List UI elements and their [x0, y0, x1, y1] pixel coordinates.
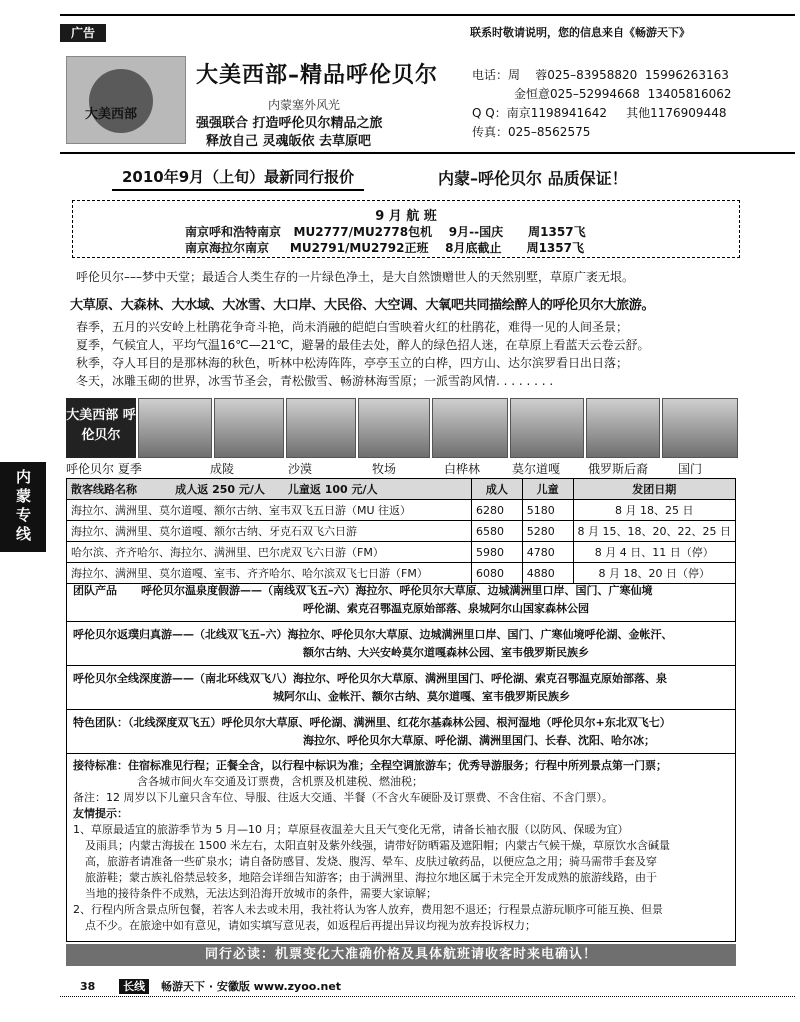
- season-summer: 夏季，气候宜人，平均气温16℃—21℃，避暑的最佳去处，醉人的绿色招人迷，在草原上看蓝天云卷云舒。: [76, 338, 650, 352]
- adult-price: 6080: [472, 563, 523, 584]
- photo-russian: [586, 398, 660, 458]
- flight-title: 9 月 航 班: [375, 209, 437, 224]
- photo-label: 沙漠: [288, 462, 313, 476]
- footer-rule: [60, 996, 795, 997]
- routes-table: [66, 478, 736, 584]
- child-price: 4780: [522, 542, 573, 563]
- page-number: 38: [80, 980, 96, 993]
- photo-mausoleum: [214, 398, 284, 458]
- team-line: 呼伦湖、索克召鄂温克原始部落、泉城阿尔山国家森林公园: [303, 602, 589, 615]
- table-row: [67, 500, 736, 521]
- contact-line: 金恒意025–52994668 13405816062: [472, 87, 732, 101]
- photo-border-gate: [662, 398, 738, 458]
- team-line: 呼伦贝尔返璞归真游——（北线双飞五–六）海拉尔、呼伦贝尔大草原、边城满洲里口岸、国门、广寒仙境呼伦湖、金帐汗、: [73, 628, 673, 641]
- photo-summer: [138, 398, 212, 458]
- child-price: 5280: [522, 521, 573, 542]
- team-line: 城阿尔山、金帐汗、额尔古纳、莫尔道嘎、室韦俄罗斯民族乡: [273, 690, 570, 703]
- photo-label: 牧场: [372, 462, 397, 476]
- tip-line: 高，旅游者请准备一些矿泉水；请自备防感冒、发烧、腹泻、晕车、皮肤过敏药品，以便应急之用；骑马需带手套及穿: [85, 855, 657, 868]
- photo-label: 呼伦贝尔 夏季: [66, 462, 142, 476]
- column-header: 发团日期: [573, 479, 735, 500]
- season-winter: 冬天，冰雕玉砌的世界，冰雪节圣会，青松傲雪、畅游林海雪原；一派雪韵风情. . . . . . . .: [76, 374, 554, 388]
- child-price: 4880: [522, 563, 573, 584]
- service-standard: 接待标准：住宿标准见行程；正餐全含，以行程中标识为准；全程空调旅游车；优秀导游服务；行程中所列景点第一门票；: [73, 759, 667, 772]
- route-name: 海拉尔、满洲里、莫尔道嘎、室韦、齐齐哈尔、哈尔滨双飞七日游（FM）: [67, 563, 472, 584]
- table-row: [67, 521, 736, 542]
- contact-line: 电话：周 蓉025–83958820 15996263163: [472, 68, 729, 82]
- source-notice: 联系时敬请说明，您的信息来自《畅游天下》: [470, 26, 690, 39]
- brand-subtitle: 内蒙塞外风光: [268, 98, 341, 112]
- team-product-warm-spring: [66, 578, 736, 622]
- season-spring: 春季，五月的兴安岭上杜鹃花争奇斗艳，尚未消融的皑皑白雪映着火红的杜鹃花，难得一见的人间圣景；: [76, 320, 629, 334]
- photo-label: 国门: [678, 462, 703, 476]
- contact-line: Q Q：南京1198941642 其他1176909448: [472, 106, 727, 120]
- brand-slogan-1: 强强联合 打造呼伦贝尔精品之旅: [196, 116, 383, 131]
- column-header: 散客线路名称 成人返 250 元/人 儿童返 100 元/人: [67, 479, 472, 500]
- brand-title: 大美西部–精品呼伦贝尔: [196, 63, 439, 88]
- team-product-special: [66, 710, 736, 754]
- logo-text: 大美西部: [85, 107, 138, 122]
- team-line: 海拉尔、呼伦贝尔大草原、呼伦湖、满洲里国门、长春、沈阳、哈尔冰；: [303, 734, 655, 747]
- page-footer: [80, 978, 341, 994]
- tip-line: 1、草原最适宜的旅游季节为 5 月—10 月；草原昼夜温差大且天气变化无常，请备长袖衣服（以防风、保暖为宜）: [73, 823, 629, 836]
- departure-dates: 8 月 4 日、11 日（停）: [573, 542, 735, 563]
- tip-line: 旅游鞋；蒙古族礼俗禁忌较多，地陪会详细告知游客；由于满洲里、海拉尔地区属于未完全开发成熟的旅游线路，由于: [85, 871, 657, 884]
- departure-dates: 8 月 15、18、20、22、25 日: [573, 521, 735, 542]
- photo-moerdaoga: [510, 398, 584, 458]
- brand-slogan-2: 释放自己 灵魂皈依 去草原吧: [206, 134, 372, 149]
- intro-text: 呼伦贝尔–––梦中天堂；最适合人类生存的一片绿色净土，是大自然馈赠世人的天然别墅，草原广袤无垠。: [76, 270, 635, 284]
- team-line: 特色团队：（北线深度双飞五）呼伦贝尔大草原、呼伦湖、满洲里、红花尔基森林公园、根河湿地（呼伦贝尔+东北双飞七）: [73, 716, 671, 729]
- flight-row: 南京海拉尔南京 MU2791/MU2792正班 8月底截止 周1357飞: [185, 241, 584, 255]
- route-name: 海拉尔、满洲里、莫尔道嘎、额尔古纳、室韦双飞五日游（MU 往返）: [67, 500, 472, 521]
- column-header: 成人: [472, 479, 523, 500]
- photo-birch: [432, 398, 508, 458]
- photo-pasture: [358, 398, 430, 458]
- adult-price: 6280: [472, 500, 523, 521]
- photo-label: 白桦林: [444, 462, 481, 476]
- photo-label: 莫尔道嘎: [512, 462, 561, 476]
- price-tag: 内蒙–呼伦贝尔 品质保证！: [438, 169, 628, 188]
- photo-label: 俄罗斯后裔: [588, 462, 649, 476]
- team-product-north: [66, 622, 736, 666]
- route-name: 海拉尔、满洲里、莫尔道嘎、额尔古纳、牙克石双飞六日游: [67, 521, 472, 542]
- tip-line: 2、行程内所含景点所包餐，若客人未去或未用，我社将认为客人放弃，费用恕不退还；行程景点游玩顺序可能互换、但景: [73, 903, 663, 916]
- season-list: [76, 318, 650, 390]
- team-label: 团队产品: [73, 584, 117, 597]
- side-tab: 内蒙专线: [0, 462, 46, 552]
- price-title: 2010年9月（上旬）最新同行报价: [112, 166, 364, 191]
- brand-logo: [66, 56, 186, 144]
- team-line: 呼伦贝尔全线深度游——（南北环线双飞八）海拉尔、呼伦贝尔大草原、满洲里国门、呼伦湖、索克召鄂温克原始部落、泉: [73, 672, 667, 685]
- child-price: 5180: [522, 500, 573, 521]
- route-name: 哈尔滨、齐齐哈尔、海拉尔、满洲里、巴尔虎双飞六日游（FM）: [67, 542, 472, 563]
- departure-dates: 8 月 18、20 日（停）: [573, 563, 735, 584]
- ad-tag: 广告: [60, 24, 106, 42]
- flight-box: [72, 200, 740, 258]
- headline: 大草原、大森林、大水域、大冰雪、大口岸、大民俗、大空调、大氧吧共同描绘醉人的呼伦贝尔大旅游。: [70, 298, 655, 313]
- notes-section: [66, 754, 736, 942]
- contact-line: 传真：025–8562575: [472, 125, 591, 139]
- adult-price: 5980: [472, 542, 523, 563]
- adult-price: 6580: [472, 521, 523, 542]
- tips-title: 友情提示：: [73, 807, 128, 820]
- section-badge: 长线: [119, 979, 149, 994]
- photo-desert: [286, 398, 356, 458]
- sun-icon: [89, 69, 153, 133]
- header-rule: [60, 14, 795, 16]
- tip-line: 及雨具；内蒙古海拔在 1500 米左右，太阳直射及紫外线强，请带好防晒霜及遮阳帽；内蒙古气候干燥，草原饮水含碱量: [85, 839, 670, 852]
- season-autumn: 秋季，夺人耳目的是那林海的秋色，听林中松涛阵阵，亭亭玉立的白桦，四方山、达尔滨罗看日出日落；: [76, 356, 629, 370]
- table-header-row: [67, 479, 736, 500]
- photo-label: 成陵: [210, 462, 235, 476]
- section-rule: [60, 152, 795, 154]
- table-row: [67, 542, 736, 563]
- photo-strip: [66, 398, 738, 476]
- column-header: 儿童: [522, 479, 573, 500]
- departure-dates: 8 月 18、25 日: [573, 500, 735, 521]
- tip-line: 当地的接待条件不成熟，无法达到沿海开放城市的条件，需要大家谅解；: [85, 887, 437, 900]
- child-remark: 备注：12 周岁以下儿童只含车位、导服、往返大交通、半餐（不含火车硬卧及订票费、不含住宿、不含门票）。: [73, 791, 613, 804]
- must-read-bar: 同行必读：机票变化大准确价格及具体航班请收客时来电确认！: [66, 944, 736, 966]
- team-line: 呼伦贝尔温泉度假游——（南线双飞五–六）海拉尔、呼伦贝尔大草原、边城满洲里口岸、国门、广寒仙境: [141, 584, 653, 597]
- tip-line: 点不少。在旅途中如有意见，请如实填写意见表，如返程后再提出异议均视为放弃投诉权力；: [85, 919, 536, 932]
- flight-row: 南京呼和浩特南京 MU2777/MU2778包机 9月--国庆 周1357飞: [185, 225, 586, 239]
- team-line: 额尔古纳、大兴安岭莫尔道嘎森林公园、室韦俄罗斯民族乡: [303, 646, 589, 659]
- publication-name: 畅游天下 · 安徽版 www.zyoo.net: [161, 980, 342, 993]
- contact-info: [472, 66, 732, 142]
- team-product-full: [66, 666, 736, 710]
- service-standard-cont: 含各城市间火车交通及订票费，含机票及机建税、燃油税；: [137, 775, 423, 788]
- photo-strip-lead: 大美西部 呼伦贝尔: [66, 398, 136, 458]
